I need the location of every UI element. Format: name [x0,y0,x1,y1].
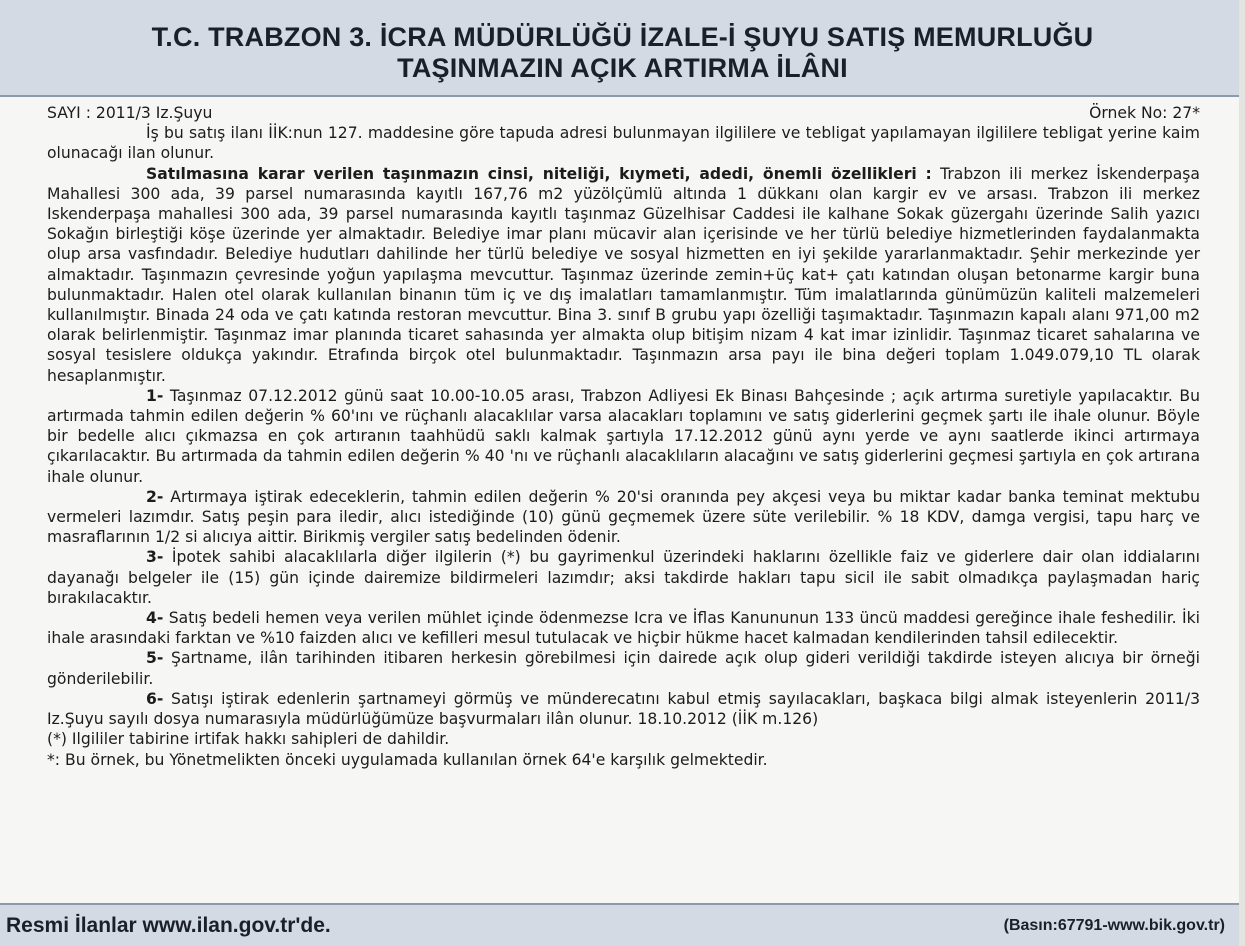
clause-6-number: 6- [146,689,164,708]
clause-6 [47,689,1200,729]
footnote-sample: *: Bu örnek, bu Yönetmelikten önceki uygulamada kullanılan örnek 64'e karşılık gelmektedir. [47,750,768,769]
clause-3-text: İpotek sahibi alacaklılarla diğer ilgilerin (*) bu gayrimenkul üzerindeki haklarını özellikle faiz ve giderlere dair olan iddialarını dayanağı belgeler ile (15) gün içinde dairemize bildirmeleri lazımdır; aksi takdirde hakları tapu sicil ile sabit olmadıkça paylaşmadan hariç bırakılacaktır. [47,548,1200,607]
clause-1 [47,386,1200,487]
clause-4 [47,608,1200,648]
clause-4-text: Satış bedeli hemen veya verilen mühlet içinde ödenmezse Icra ve İflas Kanununun 133 üncü maddesi gereğince ihale feshedilir. İki ihale arasındaki farktan ve %10 faizden alıcı ve kefilleri mesul tutulacak ve hiçbir hükme hacet kalmadan kendilerinden tahsil edilecektir. [47,609,1200,648]
page-edge [1239,0,1245,946]
clause-6-text: Satışı iştirak edenlerin şartnameyi görmüş ve münderecatını kabul etmiş sayılacakları, başkaca bilgi almak isteyenlerin 2011/3 Iz.Şuyu sayılı dosya numarasıyla müdürlüğümüze başvurmaları ilân olunur. 18.10.2012 (İİK m.126) [47,689,1200,729]
clause-2-number: 2- [146,487,164,506]
clause-5 [47,648,1200,688]
clause-5-number: 5- [146,649,164,668]
clause-3-number: 3- [146,548,164,567]
clause-2-text: Artırmaya iştirak edeceklerin, tahmin edilen değerin % 20'si oranında pey akçesi veya bu miktar kadar banka teminat mektubu vermeleri lazımdır. Satış peşin para iledir, alıcı istediğinde (10) günü geçmemek üzere süte verilebilir. % 18 KDV, damga vergisi, tapu harç ve masraflarının 1/2 si alıcıya aittir. Birikmiş vergiler satış bedelinden ödenir. [47,487,1200,547]
property-description: Trabzon ili merkez İskenderpaşa Mahallesi 300 ada, 39 parsel numarasında kayıtlı 167,76 m2 yüzölçümlü altında 1 dükkanı olan kargir ev ve arsası. Trabzon ili merkez Iskenderpaşa mahallesi 300 ada, 39 parsel numarasında kayıtlı taşınmaz Güzelhisar Caddesi ile kalhane Sokak güzergahı üzerinde Salih yazıcı Sokağın birleştiği köşe üzerinde yer almaktadır. Belediye imar planı mücavir alan içerisinde ve her türlü belediye hizmetlerinden faydalanmakta olup arsa vasfındadır. Belediye hudutları dahilinde her türlü belediye ve sosyal hizmetten en iyi şekilde yararlanmaktadır. Şehir merkezinde yer almaktadır. Taşınmazın çevresinde yoğun yapılaşma mevcuttur. Taşınmaz üzerinde zemin+üç kat+ çatı katından oluşan betonarme kargir buna bulunmaktadır. Halen otel olarak kullanılan binanın tüm iç ve dış imalatları tamamlanmıştır. Tüm imalatlarında günümüzün kaliteli malzemeleri kullanılmıştır. Binada 24 oda ve çatı katında restoran mevcuttur. Bina 3. sınıf B grubu yapı özelliği taşımaktadır. Taşınmazın kapalı alanı 971,00 m2 olarak belirlenmiştir. Taşınmaz imar planında ticaret sahasında yer almakta olup bitişim nizam 4 kat imar izinlidir. Taşınmaz ticaret sahalarına ve sosyal tesislere oldukça yakındır. Etrafında birçok otel bulunmaktadır. Taşınmazın arsa payı ile bina değeri toplam 1.049.079,10 TL olarak hesaplanmıştır. [47,164,1200,385]
announcement-title-line-2: TAŞINMAZIN AÇIK ARTIRMA İLÂNI [397,53,848,83]
property-paragraph [47,164,1200,386]
clause-1-text: Taşınmaz 07.12.2012 günü saat 10.00-10.05 arası, Trabzon Adliyesi Ek Binası Bahçesinde ; açık artırma suretiyle yapılacaktır. Bu artırmada tahmin edilen değerin % 60'ını ve rüçhanlı alacaklılar varsa alacakları toplamını ve satış giderlerini geçmek şartı ile ihale olunur. Böyle bir bedelle alıcı çıkmazsa en çok artıranın taahhüdü saklı kalmak şartıyla 17.12.2012 günü aynı yerde ve aynı saatlerde ikinci artırmaya çıkarılacaktır. Bu artırmada da tahmin edilen değerin % 40 'nı ve rüçhanlı alacaklıların alacağını ve satış giderlerini geçmesi şartıyla en çok artırana ihale olunur. [47,386,1200,486]
announcement-title-line-1: T.C. TRABZON 3. İCRA MÜDÜRLÜĞÜ İZALE-İ ŞUYU SATIŞ MEMURLUĞU [151,22,1094,52]
announcement-footer [0,903,1245,946]
clause-1-number: 1- [146,386,164,405]
announcement-header [0,0,1245,97]
clause-5-text: Şartname, ilân tarihinden itibaren herkesin görebilmesi için dairede açık olup gideri verildiği takdirde isteyen alıcıya bir örneği gönderilebilir. [47,649,1200,688]
property-heading: Satılmasına karar verilen taşınmazın cinsi, niteliği, kıymeti, adedi, önemli özellikleri : [146,164,932,183]
footnote-interested-parties: (*) Ilgililer tabirine irtifak hakkı sahipleri de dahildir. [47,730,450,749]
clause-4-number: 4- [146,609,164,628]
clause-2 [47,487,1200,548]
footer-official-ads: Resmi İlanlar www.ilan.gov.tr'de. [6,913,331,937]
intro-paragraph: İş bu satış ilanı İİK:nun 127. maddesine göre tapuda adresi bulunmayan ilgililere ve tebligat yapılamayan ilgililere tebligat yerine kaim olunacağı ilan olunur. [47,124,1200,163]
announcement-body [47,103,1200,770]
footer-press-reference: (Basın:67791-www.bik.gov.tr) [1003,916,1225,934]
meta-row [47,103,1200,123]
sample-number: Örnek No: 27* [1089,104,1200,122]
clause-3 [47,547,1200,608]
file-number: SAYI : 2011/3 Iz.Şuyu [47,104,213,122]
